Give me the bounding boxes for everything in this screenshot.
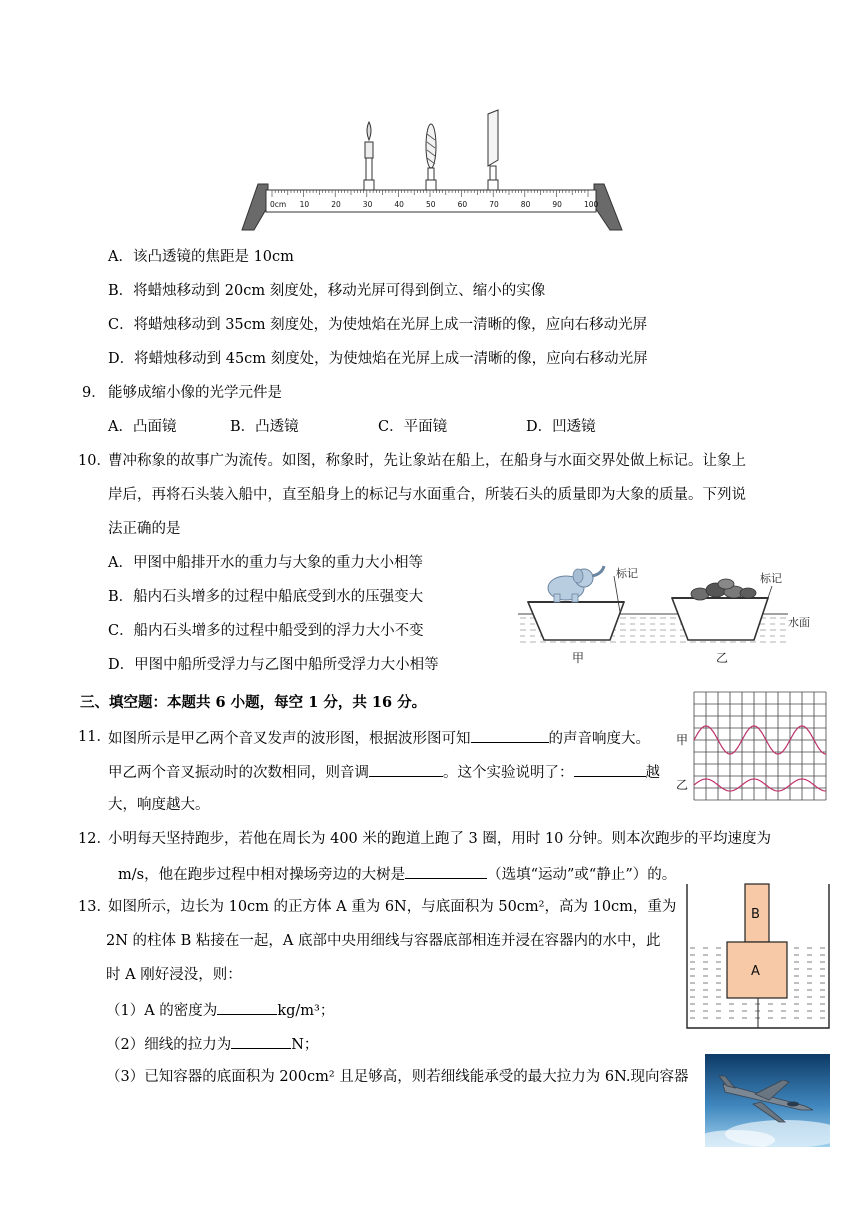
q11-blank-3[interactable]	[574, 761, 646, 777]
bench-scale-label: 30	[362, 200, 373, 209]
q13-part2	[106, 1033, 318, 1055]
wave-label-yi: 乙	[676, 778, 689, 792]
q13-blank-2[interactable]	[231, 1033, 291, 1049]
water-label: 水面	[788, 616, 810, 629]
stones-icon	[691, 579, 756, 600]
candle-icon	[365, 122, 373, 180]
q11-line2-text-a: 甲乙两个音叉振动时的次数相同，则音调	[108, 765, 369, 781]
waveform-figure	[676, 690, 830, 802]
bench-scale-label: 0cm	[270, 200, 287, 209]
q10-option-b: B．船内石头增多的过程中船底受到水的压强变大	[108, 589, 424, 605]
wave-yi	[694, 779, 826, 791]
q12-line2-text-b: （选填“运动”或“静止”）的。	[487, 867, 677, 883]
q13-part2-text-a: （2）细线的拉力为	[106, 1037, 232, 1053]
optical-bench-figure	[236, 108, 628, 234]
q10-stem-line3: 法正确的是	[108, 521, 181, 537]
q11-line2	[108, 761, 660, 783]
q8-option-c: C．将蜡烛移动到 35cm 刻度处，为使烛焰在光屏上成一清晰的像，应向右移动光屏	[108, 317, 648, 333]
bench-scale-label: 40	[394, 200, 404, 209]
container-figure	[684, 882, 832, 1032]
q13-part1-text-a: （1）A 的密度为	[106, 1003, 218, 1019]
q10-stem-line1: 曹冲称象的故事广为流传。如图，称象时，先让象站在船上，在船身与水面交界处做上标记。让象上	[108, 453, 746, 469]
q10-option-a: A．甲图中船排开水的重力与大象的重力大小相等	[108, 555, 423, 571]
q9-number: 9．	[82, 385, 106, 401]
q12-line2	[108, 863, 676, 885]
figure-label-jia: 甲	[572, 651, 585, 665]
elephant-icon	[548, 566, 604, 602]
bench-scale-label: 90	[552, 200, 562, 209]
block-b-label: B	[751, 907, 760, 922]
q11-line1-text-a: 如图所示是甲乙两个音叉发声的波形图，根据波形图可知	[108, 731, 471, 747]
wave-label-jia: 甲	[676, 733, 689, 747]
q11-blank-1[interactable]	[471, 727, 549, 743]
q11-blank-2[interactable]	[369, 761, 443, 777]
bench-scale-label: 60	[457, 200, 468, 209]
q12-blank-2[interactable]	[405, 863, 487, 879]
bench-scale-label: 80	[520, 200, 531, 209]
q11-line1	[108, 727, 650, 749]
q13-part1	[106, 999, 334, 1021]
q13-line1: 如图所示，边长为 10cm 的正方体 A 重为 6N，与底面积为 50cm²，高为 10cm，重为	[108, 899, 677, 915]
q13-line3: 时 A 刚好浸没，则：	[106, 967, 242, 983]
q11-line2-text-b: 。这个实验说明了：	[443, 765, 574, 781]
mark-label-yi: 标记	[760, 572, 782, 585]
q13-part2-text-b: N；	[291, 1037, 319, 1053]
q10-stem-line2: 岸后，再将石头装入船中，直至船身上的标记与水面重合，所装石头的质量即为大象的质量。下列说	[108, 487, 746, 503]
fighter-jet-photo	[705, 1054, 830, 1147]
q13-blank-1[interactable]	[217, 999, 277, 1015]
q9-option-b: B．凸透镜	[230, 419, 299, 435]
q10-option-c: C．船内石头增多的过程中船受到的浮力大小不变	[108, 623, 424, 639]
q9-stem: 能够成缩小像的光学元件是	[108, 385, 282, 401]
section-3-heading: 三、填空题：本题共 6 小题，每空 1 分，共 16 分。	[80, 694, 427, 711]
q10-option-d: D．甲图中船所受浮力与乙图中船所受浮力大小相等	[108, 657, 439, 673]
block-a-label: A	[751, 964, 760, 979]
q11-line2-text-c: 越	[645, 765, 660, 781]
lens-icon	[426, 124, 436, 180]
q11-number: 11．	[78, 729, 111, 745]
q11-line3: 大，响度越大。	[108, 797, 210, 813]
q8-option-d: D．将蜡烛移动到 45cm 刻度处，为使烛焰在光屏上成一清晰的像，应向右移动光屏	[108, 351, 648, 367]
q11-line1-text-b: 的声音响度大。	[548, 731, 650, 747]
bench-scale-label: 10	[299, 200, 310, 209]
bench-scale-label: 70	[489, 200, 499, 209]
q12-line2-text-a: m/s，他在跑步过程中相对操场旁边的大树是	[118, 867, 406, 883]
q8-option-b: B．将蜡烛移动到 20cm 刻度处，移动光屏可得到倒立、缩小的实像	[108, 283, 546, 299]
q13-part3: （3）已知容器的底面积为 200cm² 且足够高，则若细线能承受的最大拉力为 6N.现向容器	[106, 1069, 689, 1085]
mark-label-jia: 标记	[616, 567, 638, 580]
q12-number: 12．	[78, 831, 111, 847]
figure-label-yi: 乙	[716, 651, 729, 665]
q9-option-a: A．凸面镜	[108, 419, 177, 435]
bench-scale-label: 20	[331, 200, 341, 209]
bench-scale-label: 100	[584, 200, 599, 209]
q12-blank-1[interactable]	[108, 864, 118, 879]
screen-icon	[488, 110, 498, 180]
q13-part1-text-b: kg/m³；	[277, 1003, 335, 1019]
q13-line2: 2N 的柱体 B 粘接在一起，A 底部中央用细线与容器底部相连并浸在容器内的水中，此	[106, 933, 661, 949]
q9-option-d: D．凹透镜	[526, 419, 596, 435]
bench-scale-label: 50	[426, 200, 436, 209]
boats-figure	[516, 558, 820, 670]
q12-line1: 小明每天坚持跑步，若他在周长为 400 米的跑道上跑了 3 圈，用时 10 分钟。则本次跑步的平均速度为	[108, 831, 772, 847]
q9-option-c: C．平面镜	[378, 419, 448, 435]
q13-number: 13．	[78, 899, 111, 915]
q10-number: 10．	[78, 453, 111, 469]
q8-option-a: A．该凸透镜的焦距是 10cm	[108, 249, 294, 265]
